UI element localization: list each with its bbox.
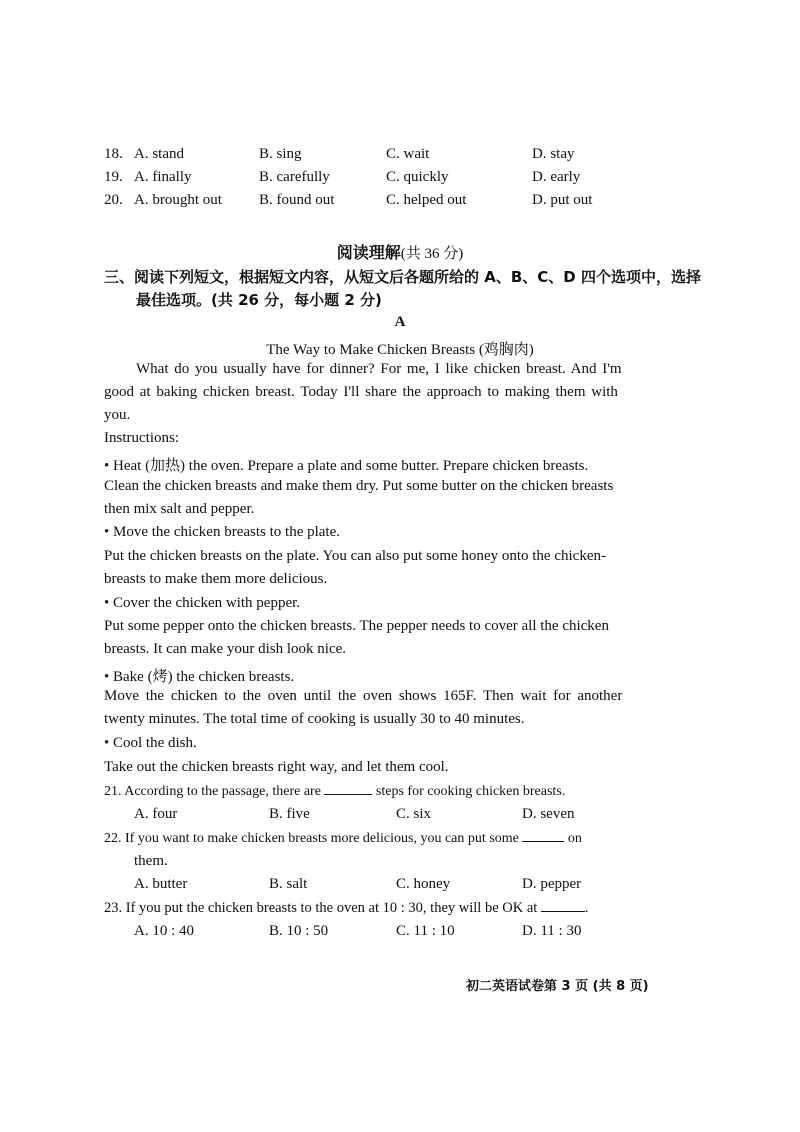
passage-line: • Cover the chicken with pepper. bbox=[104, 595, 301, 611]
question-number: 18. bbox=[104, 146, 123, 162]
question-23-options bbox=[104, 923, 664, 945]
option-d: D. stay bbox=[532, 146, 575, 162]
option-a: A. stand bbox=[134, 146, 184, 162]
section-title: 阅读理解 bbox=[336, 243, 401, 262]
option-c: C. six bbox=[396, 806, 432, 822]
option-b: B. found out bbox=[259, 192, 335, 208]
passage-line: you. bbox=[104, 407, 131, 423]
question-20 bbox=[104, 192, 724, 214]
question-21-stem bbox=[104, 782, 565, 800]
option-c: C. honey bbox=[396, 876, 451, 892]
option-b: B. salt bbox=[269, 876, 308, 892]
option-d: D. seven bbox=[522, 806, 575, 822]
answer-blank bbox=[541, 899, 585, 912]
option-b: B. 10 : 50 bbox=[269, 923, 329, 939]
passage-line: good at baking chicken breast. Today I'll share the approach to making them with bbox=[104, 384, 618, 400]
question-number: 20. bbox=[104, 192, 123, 208]
answer-blank bbox=[324, 782, 372, 795]
option-d: D. early bbox=[532, 169, 581, 185]
stem-after: on bbox=[567, 831, 582, 846]
page-footer: 初二英语试卷第 3 页 (共 8 页) bbox=[466, 979, 649, 994]
passage-line: • Cool the dish. bbox=[104, 735, 197, 751]
question-21-options bbox=[104, 806, 664, 828]
passage-title: The Way to Make Chicken Breasts (鸡胸肉) bbox=[266, 342, 534, 358]
passage-line: • Move the chicken breasts to the plate. bbox=[104, 524, 341, 540]
passage-line: Put the chicken breasts on the plate. You can also put some honey onto the chicken- bbox=[104, 548, 606, 564]
instruction-line-2: 最佳选项。(共 26 分，每小题 2 分) bbox=[136, 291, 382, 309]
passage-line: What do you usually have for dinner? For me, I like chicken breast. And I'm bbox=[136, 361, 622, 377]
question-22-stem-line-2: them. bbox=[134, 853, 168, 869]
passage-line: • Heat (加热) the oven. Prepare a plate and some butter. Prepare chicken breasts. bbox=[104, 458, 589, 474]
passage-line: Put some pepper onto the chicken breasts. The pepper needs to cover all the chicken bbox=[104, 618, 609, 634]
stem-before: 22. If you want to make chicken breasts more delicious, you can put some bbox=[104, 831, 519, 846]
stem-before: 21. According to the passage, there are bbox=[104, 784, 321, 799]
question-22-options bbox=[104, 876, 664, 898]
passage-line: Take out the chicken breasts right way, and let them cool. bbox=[104, 759, 449, 775]
passage-label: A bbox=[394, 314, 406, 330]
option-c: C. quickly bbox=[386, 169, 449, 185]
option-a: A. 10 : 40 bbox=[134, 923, 194, 939]
question-18 bbox=[104, 146, 724, 168]
stem-after: . bbox=[584, 900, 589, 916]
passage-line: breasts to make them more delicious. bbox=[104, 571, 328, 587]
section-heading bbox=[0, 240, 800, 263]
question-23-stem bbox=[104, 899, 589, 917]
option-c: C. 11 : 10 bbox=[396, 923, 455, 939]
option-c: C. wait bbox=[386, 146, 430, 162]
option-d: D. pepper bbox=[522, 876, 582, 892]
option-b: B. sing bbox=[259, 146, 302, 162]
answer-blank bbox=[522, 829, 564, 842]
passage-line: twenty minutes. The total time of cooking is usually 30 to 40 minutes. bbox=[104, 711, 525, 727]
question-number: 19. bbox=[104, 169, 123, 185]
question-19 bbox=[104, 169, 724, 191]
option-a: A. butter bbox=[134, 876, 188, 892]
stem-after: steps for cooking chicken breasts. bbox=[375, 784, 566, 799]
stem-before: 23. If you put the chicken breasts to the oven at 10 : 30, they will be OK at bbox=[104, 900, 538, 916]
option-b: B. carefully bbox=[259, 169, 330, 185]
question-22-stem bbox=[104, 829, 582, 847]
passage-line: Instructions: bbox=[104, 430, 179, 446]
section-points: (共 36 分) bbox=[400, 246, 464, 262]
option-c: C. helped out bbox=[386, 192, 467, 208]
passage-line: then mix salt and pepper. bbox=[104, 501, 255, 517]
passage-line: breasts. It can make your dish look nice. bbox=[104, 641, 347, 657]
instruction-line-1: 三、阅读下列短文，根据短文内容，从短文后各题所给的 A、B、C、D 四个选项中，选择 bbox=[104, 268, 701, 286]
passage-line: Move the chicken to the oven until the oven shows 165F. Then wait for another bbox=[104, 688, 623, 704]
passage-line: • Bake (烤) the chicken breasts. bbox=[104, 669, 295, 685]
option-a: A. brought out bbox=[134, 192, 222, 208]
option-b: B. five bbox=[269, 806, 310, 822]
passage-line: Clean the chicken breasts and make them dry. Put some butter on the chicken breasts bbox=[104, 478, 614, 494]
option-d: D. put out bbox=[532, 192, 593, 208]
option-a: A. four bbox=[134, 806, 178, 822]
option-a: A. finally bbox=[134, 169, 192, 185]
option-d: D. 11 : 30 bbox=[522, 923, 582, 939]
